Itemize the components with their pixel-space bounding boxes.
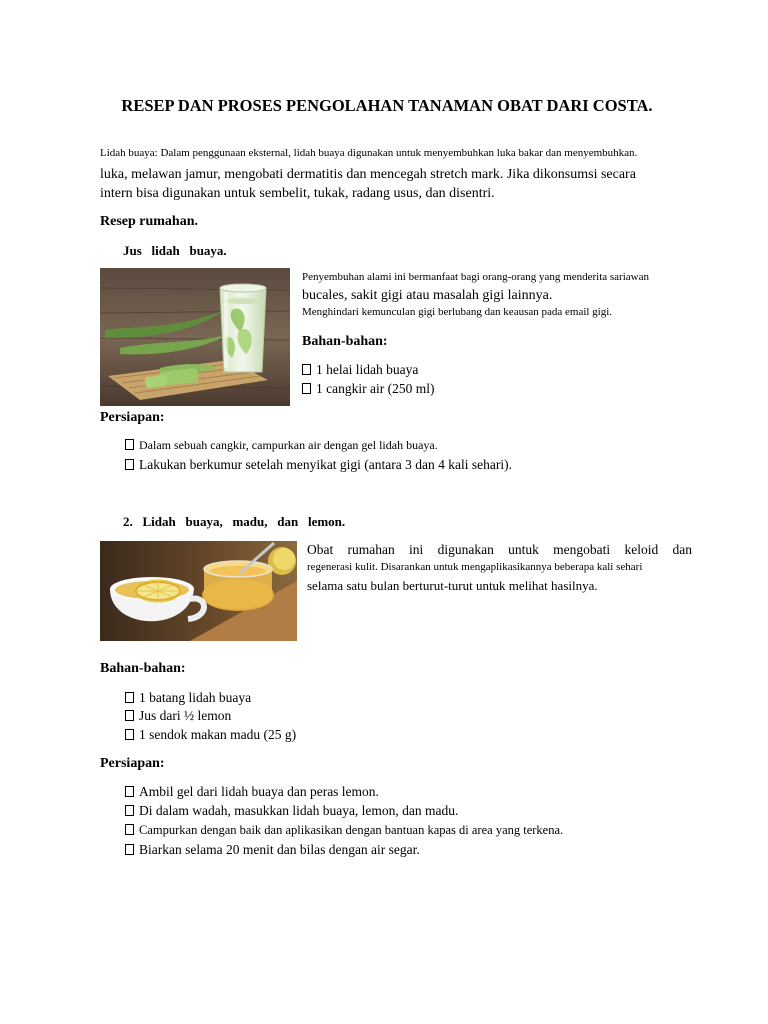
recipe2-prep-heading: Persiapan: bbox=[100, 756, 165, 771]
recipe2-desc-line-3: selama satu bulan berturut-turut untuk melihat hasilnya. bbox=[307, 578, 598, 593]
checkbox-bullet-icon bbox=[125, 729, 134, 740]
recipe2-ingredient: Jus dari ½ lemon bbox=[125, 708, 231, 724]
intro-line-3: intern bisa digunakan untuk sembelit, tukak, radang usus, dan disentri. bbox=[100, 186, 495, 201]
recipe1-ingredient: 1 cangkir air (250 ml) bbox=[302, 381, 434, 397]
checkbox-bullet-icon bbox=[302, 383, 311, 394]
recipe1-step: Dalam sebuah cangkir, campurkan air dengan gel lidah buaya. bbox=[125, 438, 438, 453]
checkbox-bullet-icon bbox=[125, 844, 134, 855]
aloe-juice-image bbox=[100, 268, 290, 406]
document-title: RESEP DAN PROSES PENGOLAHAN TANAMAN OBAT DARI COSTA. bbox=[121, 96, 653, 115]
recipe2-step: Campurkan dengan baik dan aplikasikan dengan bantuan kapas di area yang terkena. bbox=[125, 823, 563, 838]
intro-line-1: Lidah buaya: Dalam penggunaan eksternal, lidah buaya digunakan untuk menyembuhkan luka bakar dan menyembuhkan. bbox=[100, 147, 638, 159]
checkbox-bullet-icon bbox=[125, 786, 134, 797]
recipe1-step: Lakukan berkumur setelah menyikat gigi (antara 3 dan 4 kali sehari). bbox=[125, 457, 512, 473]
checkbox-bullet-icon bbox=[125, 805, 134, 816]
recipe1-desc-line-3: Menghindari kemunculan gigi berlubang dan keausan pada email gigi. bbox=[302, 306, 613, 318]
checkbox-bullet-icon bbox=[125, 439, 134, 450]
intro-line-2: luka, melawan jamur, mengobati dermatitis dan mencegah stretch mark. Jika dikonsumsi secara bbox=[100, 167, 636, 182]
lemon-honey-photo bbox=[100, 541, 297, 641]
recipe2-ingredient: 1 batang lidah buaya bbox=[125, 690, 251, 706]
recipe1-desc-line-2: bucales, sakit gigi atau masalah gigi lainnya. bbox=[302, 288, 553, 303]
recipe2-step: Biarkan selama 20 menit dan bilas dengan air segar. bbox=[125, 842, 420, 858]
recipe1-desc-line-1: Penyembuhan alami ini bermanfaat bagi orang-orang yang menderita sariawan bbox=[302, 271, 649, 283]
aloe-juice-photo bbox=[100, 268, 290, 406]
recipe2-ingredients-heading: Bahan-bahan: bbox=[100, 661, 186, 676]
lemon-honey-image bbox=[100, 541, 297, 641]
checkbox-bullet-icon bbox=[302, 364, 311, 375]
checkbox-bullet-icon bbox=[125, 459, 134, 470]
recipe2-ingredient: 1 sendok makan madu (25 g) bbox=[125, 727, 296, 743]
recipe1-title: Jus lidah buaya. bbox=[123, 243, 227, 258]
recipe1-ingredients-heading: Bahan-bahan: bbox=[302, 334, 388, 349]
recipe2-step: Di dalam wadah, masukkan lidah buaya, lemon, dan madu. bbox=[125, 803, 458, 819]
recipe2-desc-line-2: regenerasi kulit. Disarankan untuk mengaplikasikannya beberapa kali sehari bbox=[307, 561, 643, 573]
recipe2-step: Ambil gel dari lidah buaya dan peras lemon. bbox=[125, 784, 379, 800]
recipe1-prep-heading: Persiapan: bbox=[100, 410, 165, 425]
recipe2-title: 2. Lidah buaya, madu, dan lemon. bbox=[123, 514, 346, 529]
recipe1-ingredient: 1 helai lidah buaya bbox=[302, 362, 418, 378]
checkbox-bullet-icon bbox=[125, 692, 134, 703]
checkbox-bullet-icon bbox=[125, 710, 134, 721]
recipe2-desc-line-1: Obat rumahan ini digunakan untuk mengobati keloid dan bbox=[307, 542, 692, 557]
checkbox-bullet-icon bbox=[125, 824, 134, 835]
home-recipe-heading: Resep rumahan. bbox=[100, 214, 199, 229]
